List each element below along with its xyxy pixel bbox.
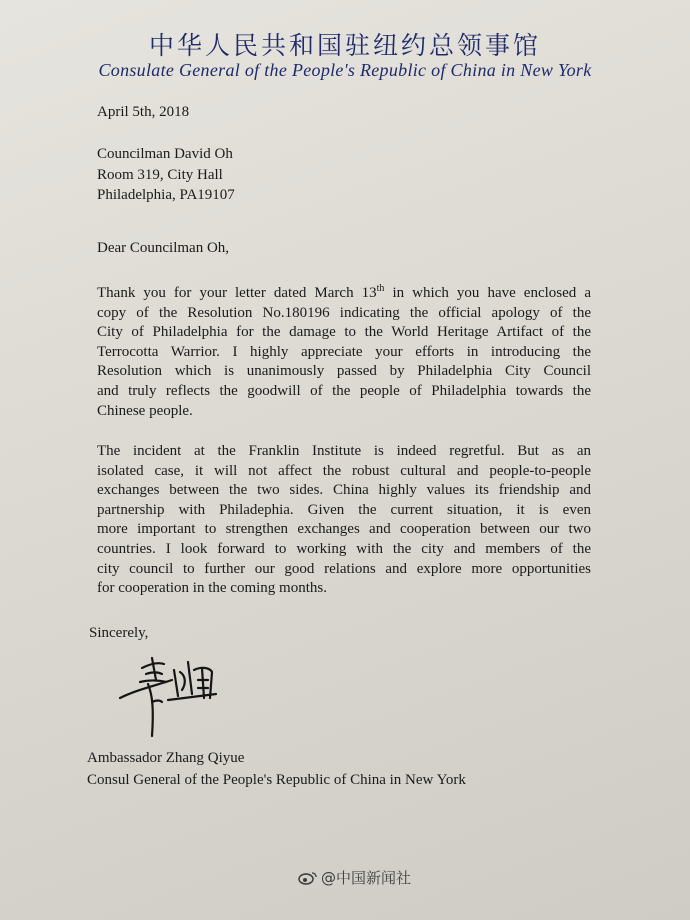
closing: Sincerely,: [89, 625, 149, 641]
letterhead-chinese: 中华人民共和国驻纽约总领事馆: [148, 31, 541, 60]
handwritten-signature: [112, 650, 232, 740]
paragraph-1-line: City of Philadelphia for the damage to the World Heritage Artifact of the: [97, 324, 591, 341]
paragraph-2-line: more important to strengthen exchanges and cooperation between our two: [97, 521, 591, 538]
paragraph-1: [97, 279, 591, 421]
paragraph-1-line: Resolution which is unanimously passed by Philadelphia City Council: [97, 363, 591, 380]
paragraph-2-line: exchanges between the two sides. China highly values its friendship and: [97, 482, 591, 499]
paragraph-1-line: and truly reflects the goodwill of the people of Philadelphia towards the: [97, 382, 591, 399]
recipient-city: Philadelphia, PA19107: [97, 187, 235, 203]
weibo-watermark: [298, 867, 411, 888]
paragraph-1-line: Chinese people.: [97, 402, 193, 419]
paragraph-2-line: city council to further our good relations and explore more opportunities: [97, 560, 591, 577]
paragraph-2-line: The incident at the Franklin Institute is indeed regretful. But as an: [97, 443, 591, 459]
signatory-name: Ambassador Zhang Qiyue: [87, 750, 245, 766]
paragraph-1-line: Terrocotta Warrior. I highly appreciate your efforts in introducing the: [97, 343, 591, 360]
signatory-title: Consul General of the People's Republic of China in New York: [87, 772, 466, 788]
recipient-address: [97, 144, 235, 206]
paragraph-2-line: partnership with Philadephia. Given the current situation, it is even: [97, 501, 591, 518]
watermark-text: @中国新闻社: [321, 869, 412, 887]
letter-date: April 5th, 2018: [97, 104, 190, 120]
salutation: Dear Councilman Oh,: [97, 240, 230, 256]
weibo-logo-icon: [298, 871, 318, 885]
paragraph-1-line: copy of the Resolution No.180196 indicating the official apology of the: [97, 304, 591, 321]
letterhead-english: Consulate General of the People's Republic of China in New York: [98, 60, 592, 80]
paragraph-2-line: for cooperation in the coming months.: [97, 580, 327, 597]
recipient-name: Councilman David Oh: [97, 146, 233, 162]
recipient-room: Room 319, City Hall: [97, 166, 223, 183]
paragraph-2: [97, 442, 591, 599]
paragraph-2-line: isolated case, it will not affect the robust cultural and people-to-people: [97, 462, 591, 479]
ordinal-suffix: th: [376, 283, 385, 294]
paragraph-1-line: Thank you for your letter dated March 13th in which you have enclosed a: [97, 283, 592, 301]
paragraph-2-line: countries. I look forward to working with the city and members of the: [97, 540, 591, 557]
